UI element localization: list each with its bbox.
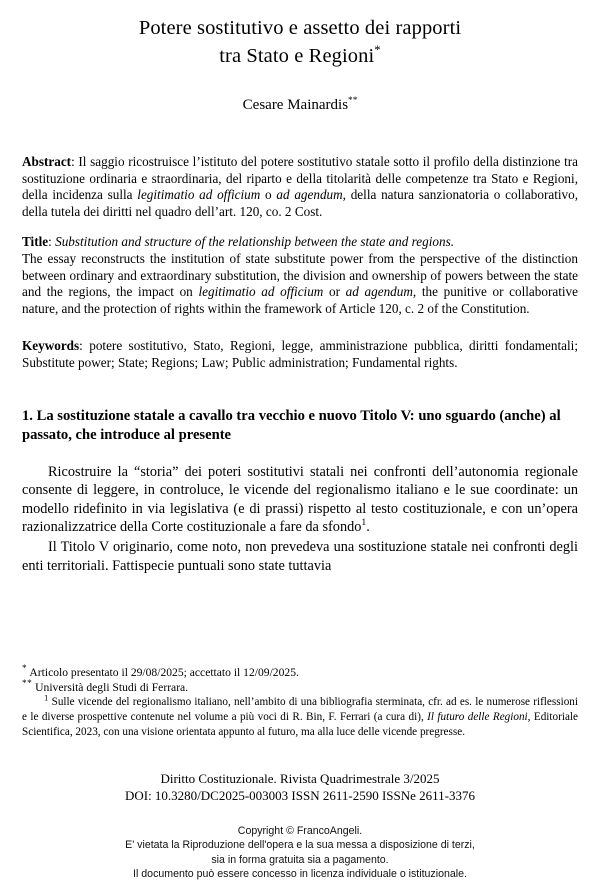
footnote-1-italic-title: Il futuro delle Regioni xyxy=(427,711,528,723)
journal-citation xyxy=(0,770,600,804)
abstract-separator: : xyxy=(71,154,79,169)
abstract-italian-text xyxy=(22,154,578,220)
journal-name-line: Diritto Costituzionale. Rivista Quadrimestrale 3/2025 xyxy=(160,771,440,786)
body-paragraph-1-end: . xyxy=(366,519,370,536)
journal-doi-line: DOI: 10.3280/DC2025-003003 ISSN 2611-2590 ISSNe 2611-3376 xyxy=(124,788,476,803)
abstract-label: Abstract xyxy=(22,154,72,169)
abstract-english-text xyxy=(22,251,578,317)
abstract-part-1: Il saggio ricostruisce l’istituto del potere sostitutivo statale sotto il profilo della distinzione tra sostituzione ordinaria e straordinaria, del riparto e della titolarità delle competenze tra Stato e Regioni, della incidenza sulla xyxy=(22,154,578,203)
abstract-part-3: , della natura sanzionatoria o collaborativo, della tutela dei diritti nel quadro dell’art. 120, co. 2 Cost. xyxy=(22,187,578,219)
body-paragraph-1-text: Ricostruire la “storia” dei poteri sostitutivi statali nei confronti dell’autonomia regionale consente di leggere, in controluce, le vicende del regionalismo italiano e le sue coordinate: un modello ridefinito in via legislativa (e di prassi) rispetto al testo costituzionale, e con un’opera razionalizzatrice della Corte costituzionale a fare da sfondo xyxy=(22,463,578,536)
page-title xyxy=(22,0,578,70)
keywords-separator: : xyxy=(79,338,90,354)
footnote-star xyxy=(22,665,578,680)
author-footnote-marker: ** xyxy=(348,96,358,106)
copyright-line-1: Copyright © FrancoAngeli. xyxy=(237,825,363,837)
body-paragraph-1 xyxy=(22,463,578,537)
title-line-1: Potere sostitutivo e assetto dei rapporti xyxy=(138,17,462,39)
abstract-italian xyxy=(22,154,578,220)
english-title-text: Substitution and structure of the relationship between the state and regions. xyxy=(55,234,454,250)
footnote-1-part-1: Sulle vicende del regionalismo italiano, nell’ambito di una bibliografia sterminata, cfr. ad es. le numerose riflessioni e le diverse prospettive contenute nel volume a più voci di R. Bin, F. Ferrari (a cura di), xyxy=(22,696,578,723)
copyright-line-2: E' vietata la Riproduzione dell'opera e la sua messa a disposizione di terzi, xyxy=(125,839,475,852)
footnotes-area xyxy=(22,665,578,739)
footnote-star-marker: * xyxy=(22,664,28,675)
english-italic-2: ad agendum xyxy=(345,284,413,300)
english-part-1: The essay reconstructs the institution of state substitute power from the perspective of the distinction between ordinary and extraordinary substitution, the division and ownership of powers between the state and the regions, the impact on xyxy=(22,250,578,300)
english-title-line xyxy=(22,234,578,251)
section-heading-1: 1. La sostituzione statale a cavallo tra vecchio e nuovo Titolo V: uno sguardo (anche) al passato, che introduce al presente xyxy=(22,407,561,443)
footnote-1-marker: 1 xyxy=(44,692,49,703)
abstract-italic-2: ad agendum xyxy=(276,187,343,203)
author-name xyxy=(22,70,578,114)
title-footnote-marker: * xyxy=(374,43,381,58)
footnote-doublestar xyxy=(22,680,578,695)
footnote-doublestar-marker: ** xyxy=(22,679,33,690)
keywords-label: Keywords xyxy=(22,338,80,354)
english-italic-1: legitimatio ad officium xyxy=(198,284,324,300)
footnote-star-text: Articolo presentato il 29/08/2025; accettato il 12/09/2025. xyxy=(27,666,299,679)
footnote-doublestar-text: Università degli Studi di Ferrara. xyxy=(32,681,189,695)
english-part-2: or xyxy=(323,284,346,300)
abstract-part-2: o xyxy=(260,187,277,203)
body-content xyxy=(22,463,578,576)
english-part-3: , the punitive or collaborative nature, and the protection of rights within the framework of Article 120, c. 2 of the Constitution. xyxy=(22,284,578,316)
english-title-label: Title xyxy=(22,234,49,250)
body-paragraph-2: Il Titolo V originario, come noto, non prevedeva una sostituzione statale nei confronti degli enti territoriali. Fattispecie puntuali sono state tuttavia xyxy=(22,538,578,574)
english-title-separator: : xyxy=(48,234,56,250)
footnote-reference-1[interactable]: 1 xyxy=(361,517,367,529)
copyright-notice xyxy=(0,824,600,882)
footnote-1 xyxy=(22,692,578,739)
author-label: Cesare Mainardis xyxy=(242,97,349,113)
copyright-line-3: sia in forma gratuita sia a pagamento. xyxy=(211,853,389,866)
keywords-text xyxy=(22,338,578,371)
keywords-list: potere sostitutivo, Stato, Regioni, legge, amministrazione pubblica, diritti fondamentali; Substitute power; State; Regions; Law; Public administration; Fundamental rights. xyxy=(22,338,578,370)
title-line-2: tra Stato e Regioni xyxy=(219,45,375,67)
abstract-english xyxy=(22,234,578,317)
footnote-1-part-2: , Editoriale Scientifica, 2023, con una visione orientata appunto al futuro, ma alla luce delle vicende pregresse. xyxy=(22,711,578,738)
copyright-line-4: Il documento può essere concesso in licenza individuale o istituzionale. xyxy=(133,868,467,881)
keywords-block xyxy=(22,338,578,371)
abstract-italic-1: legitimatio ad officium xyxy=(137,187,261,203)
